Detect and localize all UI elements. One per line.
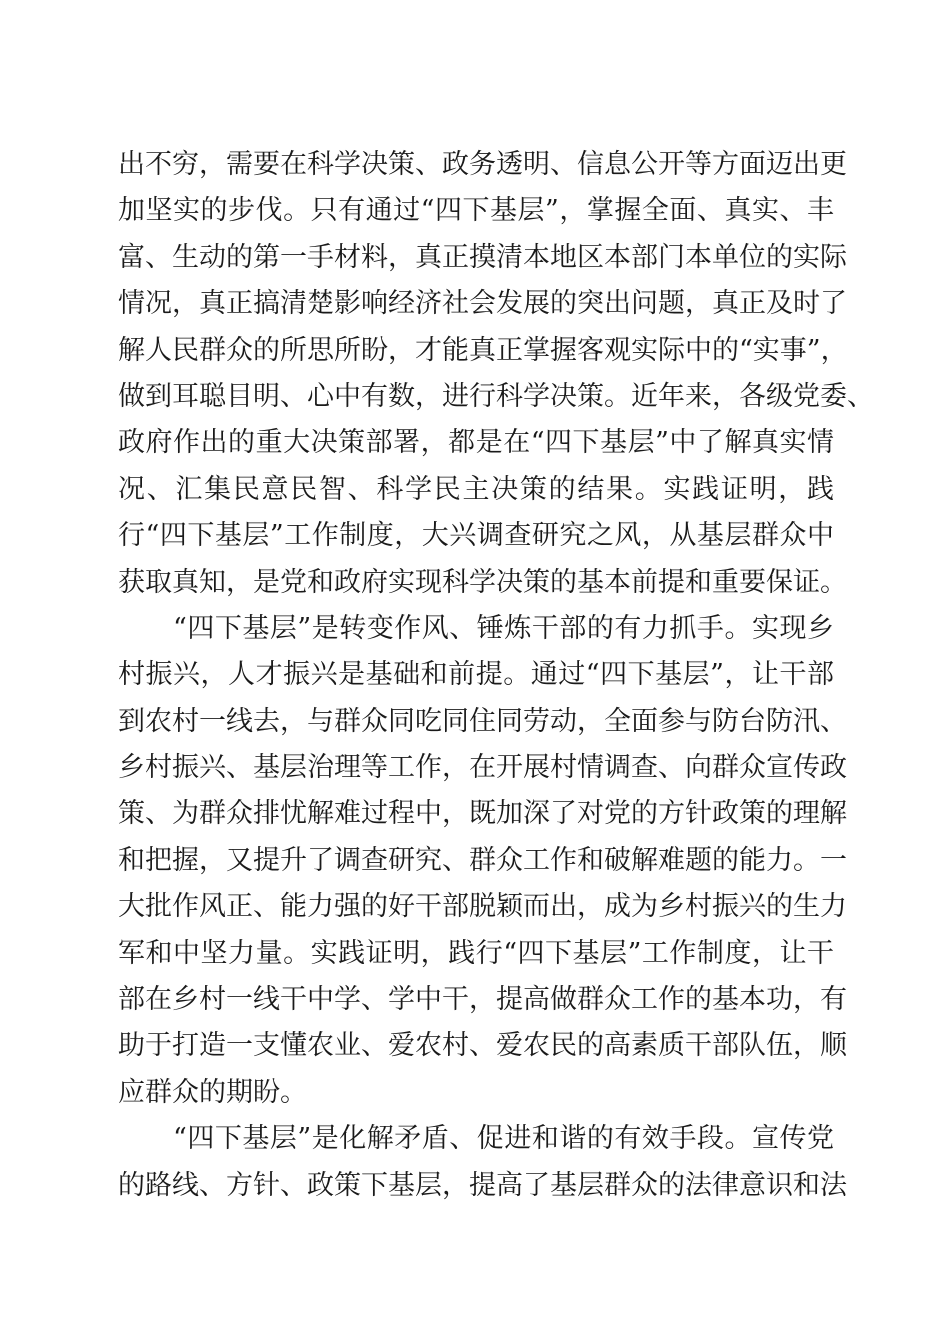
text-line: 乡村振兴、基层治理等工作，在开展村情调查、向群众宣传政 [118,752,847,784]
text-line: 村振兴，人才振兴是基础和前提。通过“四下基层”，让干部 [118,659,834,691]
text-line: “四下基层”是转变作风、锤炼干部的有力抓手。实现乡 [173,612,834,644]
text-line: 大批作风正、能力强的好干部脱颖而出，成为乡村振兴的生力 [118,891,847,923]
text-line: 和把握，又提升了调查研究、群众工作和破解难题的能力。一 [118,844,847,876]
text-line: 富、生动的第一手材料，真正摸清本地区本部门本单位的实际 [118,241,847,273]
text-line: 部在乡村一线干中学、学中干，提高做群众工作的基本功，有 [118,984,847,1016]
text-line: 军和中坚力量。实践证明，践行“四下基层”工作制度，让干 [118,937,834,969]
text-line: 情况，真正搞清楚影响经济社会发展的突出问题，真正及时了 [118,288,847,320]
text-line: 的路线、方针、政策下基层，提高了基层群众的法律意识和法 [118,1169,847,1201]
text-line: 获取真知，是党和政府实现科学决策的基本前提和重要保证。 [118,566,847,598]
text-line: 行“四下基层”工作制度，大兴调查研究之风，从基层群众中 [118,520,834,552]
text-line: 出不穷，需要在科学决策、政务透明、信息公开等方面迈出更 [118,149,847,180]
paragraph-2 [118,606,847,1116]
document-body [118,142,874,1209]
text-line: 加坚实的步伐。只有通过“四下基层”，掌握全面、真实、丰 [118,195,834,227]
text-line: 应群众的期盼。 [118,1076,307,1108]
text-line: 策、为群众排忧解难过程中，既加深了对党的方针政策的理解 [118,798,847,830]
text-line: 况、汇集民意民智、科学民主决策的结果。实践证明，践 [118,473,834,505]
text-line: 助于打造一支懂农业、爱农村、爱农民的高素质干部队伍，顺 [118,1030,847,1062]
text-line: 解人民群众的所思所盼，才能真正掌握客观实际中的“实事”， [118,334,848,366]
text-line: “四下基层”是化解矛盾、促进和谐的有效手段。宣传党 [173,1123,834,1155]
text-line: 政府作出的重大决策部署，都是在“四下基层”中了解真实情 [118,427,834,459]
paragraph-3 [118,1116,847,1209]
paragraph-1 [118,142,874,606]
text-line: 到农村一线去，与群众同吃同住同劳动，全面参与防台防汛、 [118,705,847,737]
text-line: 做到耳聪目明、心中有数，进行科学决策。近年来，各级党委、 [118,380,874,412]
